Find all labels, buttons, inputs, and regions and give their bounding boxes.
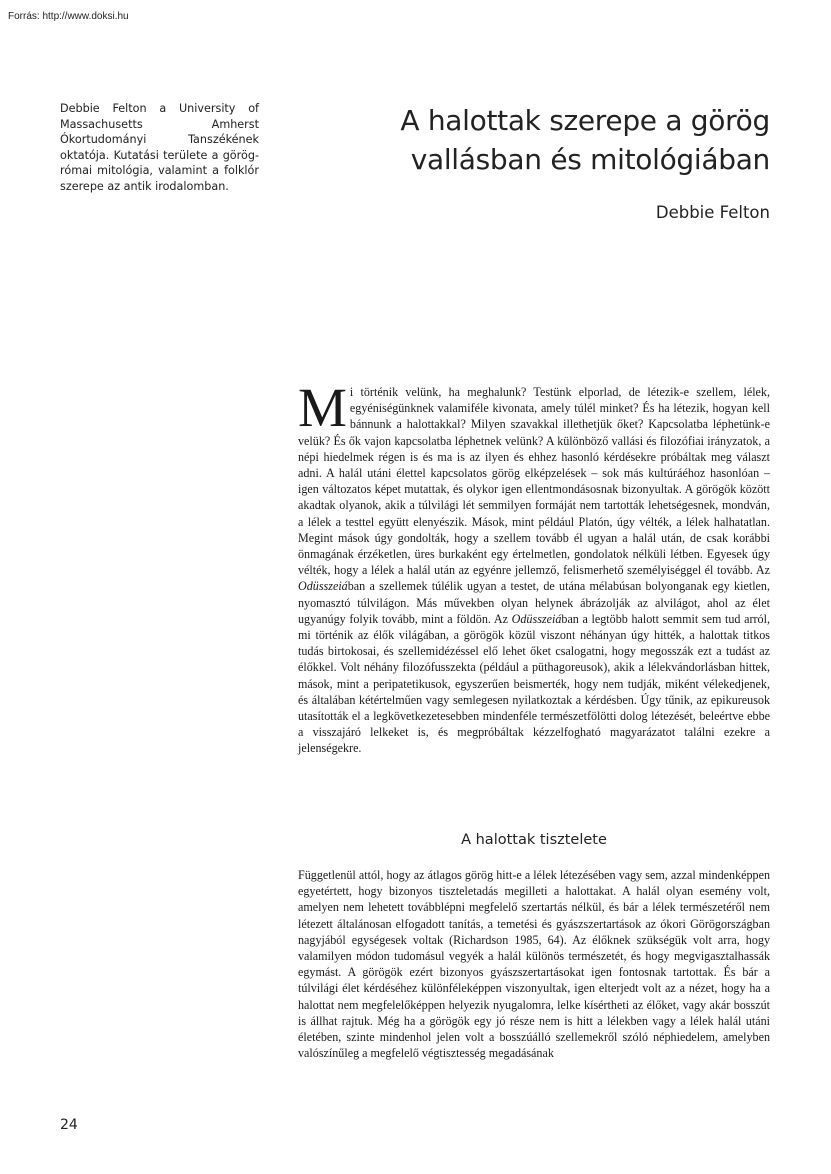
- intro-italic-1: Odüsszeiá: [298, 579, 348, 594]
- page-number: 24: [60, 1117, 78, 1133]
- intro-text-1: i történik velünk, ha meghalunk? Testünk elporlad, de létezik-e szellem, lélek, egyéniségünknek valamiféle kivonata, amely túlél minket? És ha létezik, hogyan kell bánnunk a halottakkal? Milyen szavakkal illethetjük őket? Kapcsolatba léphetünk-e velük? És ők vajon kapcsolatba léphetnek velünk? A különböző vallási és filozófiai irányzatok, a népi hiedelmek régen is és ma is az ilyen és ehhez hasonló kérdésekre próbáltak meg választ adni. A halál utáni élettel kapcsolatos görög elképzelések – sok más kultúráéhoz hasonlóan – igen változatos képet mutattak, és olykor igen ellentmondásosnak bizonyultak. A görögök között akadtak olyanok, akik a túlvilági lét semmilyen formáját nem tartották lehetségesnek, mondván, a lélek a testtel együtt elenyészik. Mások, mint például Platón, úgy vélték, a lélek halhatatlan. Megint mások úgy gondolták, hogy a szellem tovább él ugyan a halál után, de csak korábbi önmagának érzéketlen, üres burkaként egy értelmetlen, gondolatok nélküli létben. Egyesek úgy vélték, hogy a lélek a halál után az egyénre jellemző, felismerhető személyiséggel él tovább. Az: [298, 385, 770, 578]
- title-line-2: vallásban és mitológiában: [410, 143, 770, 176]
- article-title: [300, 101, 770, 179]
- intro-text-2: ban a szellemek túlélik ugyan a testet, de utána mélabúsan bolyonganak egy kietlen, nyomasztó túlvilágon. Más művekben olyan helynek ábrázolják az alvilágot, ahol az élet ugyanúgy folyik tovább, mint a földön. Az: [298, 579, 770, 626]
- intro-text-3: ban a legtöbb halott semmit sem tud arról, mi történik az élők világában, a görögök közül viszont néhányan úgy hitték, a halottak titkos tudás birtokosai, és szellemidézéssel elő lehet őket csalogatni, hogy megosszák ezt a tudást az élőkkel. Volt néhány filozófusszekta (például a püthagoreusok), akik a lélekvándorlásban hittek, mások, mint a peripatetikusok, egyszerűen beismerték, hogy nem tudják, miként vélekedjenek, és általában kétértelműen vagy semlegesen nyilatkoztak a kérdésben. Úgy tűnik, az epikureusok utasították el a legkövetkezetesebben mindenféle természetfölötti dolog létezését, beleértve ebbe a visszajáró lelkeket is, és megpróbáltak kézzelfogható magyarázatot találni ezekre a jelenségekre.: [298, 611, 770, 756]
- article-author: Debbie Felton: [655, 203, 770, 222]
- author-bio: Debbie Felton a University of Massachusetts Amherst Ókortudományi Tanszékének oktatója. Kutatási területe a görög-római mitológia, valamint a folklór szerepe az antik irodalomban.: [60, 102, 259, 193]
- title-line-1: A halottak szerepe a görög: [400, 104, 770, 137]
- section-text: Függetlenül attól, hogy az átlagos görög hitt-e a lélek létezésében vagy sem, azzal mindenképpen egyetértett, hogy bizonyos tiszteletadás megilleti a halottakat. A halál olyan esemény volt, amelyen nem lehetett továbblépni megfelelő szertartás nélkül, és bár a lélek természetéről nem létezett általánosan elfogadott tanítás, a temetési és gyászszertartások az ókori Görögországban nagyjából egységesek voltak (Richardson 1985, 64). Az élőknek szükségük volt arra, hogy valamilyen módon tudomásul vegyék a halál különös természetét, és hogy megvigasztalhassák egymást. A görögök ezért bizonyos gyászszertartásokat igen fontosnak tartottak. És bár a túlvilági élet kérdéséhez különféleképpen viszonyultak, igen elterjedt volt az a nézet, hogy ha a halottat nem megfelelőképpen helyezik nyugalomra, lelke kísértheti az élőket, vagy akár bosszút is állhat rajtuk. Még ha a görögök egy jó része nem is hitt a lélekben vagy a lélek halál utáni életében, szinte mindenhol jelen volt a bosszúálló szellemekről szóló néphiedelem, amelyben valószínűleg a megfelelő végtisztesség megadásának: [298, 868, 770, 1061]
- section-paragraph: [298, 867, 770, 1061]
- intro-italic-2: Odüsszeiá: [511, 611, 562, 626]
- drop-cap: M: [298, 377, 347, 438]
- section-heading: A halottak tisztelete: [461, 832, 607, 848]
- intro-paragraph: [298, 377, 770, 757]
- source-note: Forrás: http://www.doksi.hu: [8, 11, 129, 22]
